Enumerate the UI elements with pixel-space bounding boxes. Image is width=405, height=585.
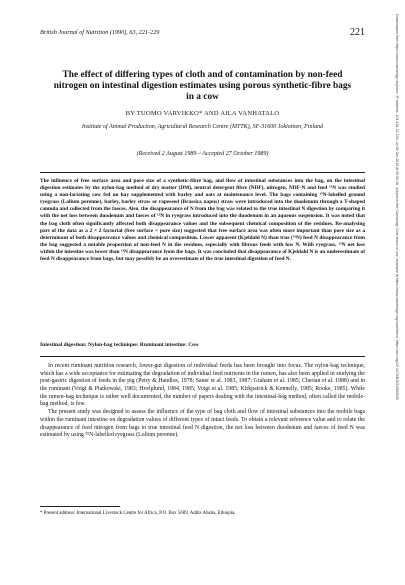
body-paragraph-2: The present study was designed to assess the influence of the type of bag cloth and flow of intestinal substances into the mobile bags within the ruminant intestine on degradation values of different types of intact feeds. To obtain a relevant reference value and to relate the disappearance of feed nitrogen from bags to true intestinal feed N digestion, the net loss between duodenum and faeces of feed N was estimated by using ¹⁵N-labelled ryegrass (Lolium perenne). [40, 409, 365, 439]
running-head [40, 27, 365, 39]
abstract-top-rule [40, 172, 365, 173]
journal-citation: British Journal of Nutrition (1990), 63, 221-229 [40, 29, 160, 36]
received-dates: (Received 2 August 1989 – Accepted 27 October 1989) [136, 151, 269, 157]
abstract-bottom-rule [40, 356, 365, 357]
download-watermark [392, 12, 401, 577]
article-title: The effect of differing types of cloth and of contamination by non-feed nitrogen on intestinal digestion estimates using porous synthetic-fibre bags in a cow [53, 70, 352, 103]
abstract: The influence of free surface area and pore size of a synthetic-fibre bag, and flow of intestinal substances into the bag, on the intestinal digestion estimates by the nylon-bag method of dry matter (DM), neutral detergent fibre (NDF), nitrogen, NDF-N and feed ¹⁵N was studied using a non-lactating cow fed on hay supplemented with barley and oats at maintenance level. The bags containing ¹⁵N-labelled ground ryegrass (Lolium perenne), barley, barley straw or rapeseed (Brassica napus) straw were introduced into the duodenum through a T-shaped cannula and collected from the faeces. Also, the disappearance of N from the bag was related to the true intestinal N digestion by comparing it with the net loss between duodenum and faeces of ¹⁵N in ryegrass introduced into the duodenum in an aqueous suspension. It was noted that the bag cloth often significantly affected both disappearance values and the subsequent chemical composition of the residues. Re-analysing part of the data as a 2 × 2 factorial (free surface × pore size) suggested that free surface area was often more important than pore size as a determinant of both disappearance values and chemical composition. Lower apparent (Kjeldahl N) than true (¹⁵N) feed N disappearance from the bag suggested a notable proportion of non-feed N in the residues, especially with fibrous feeds with low N. With ryegrass, ¹⁵N net loss within the intestine was lower than ¹⁵N disappearance from the bags. It was concluded that disappearance of Kjeldahl N is an underestimate of feed N disappearance from bags, but may possibly be an overestimate of the true intestinal digestion of feed N. [40, 178, 365, 263]
page-number: 221 [350, 27, 365, 38]
keywords: Intestinal digestion: Nylon-bag technique: Ruminant intestine: Cow [40, 342, 199, 348]
article-authors: BY TUOMO VARVIKKO* AND AILA VANHATALO [125, 110, 280, 117]
body-paragraph-1: In recent ruminant nutrition research, lower-gut digestion of individual feeds has been brought into focus. The nylon-bag technique, which has a wide acceptance for estimating the degradation of individual feed nutrients in the rumen, has also been applied in studying the post-gastric digestion of feeds in the pig (Petry & Handlos, 1978; Sauer et al. 1983, 1987; Graham et al. 1985; Cherian et al. 1988) and in the ruminant (Voigt & Piatkowski, 1983; Hvelplund, 1984, 1985; Voigt et al. 1985; Kirkpatrick & Kennelly, 1985; Rooke, 1985). While the rumen-bag technique is rather well documented, the number of papers dealing with the intestinal-bag method, often called the mobile-bag method, is few. [40, 363, 365, 408]
author-affiliation: Institute of Animal Production, Agricultural Research Centre (MTTK), SF-31600 Jokioinen, Finland [81, 124, 324, 130]
body-text [40, 363, 365, 440]
footnote-rule [40, 506, 120, 507]
download-watermark-text: Downloaded from https://www.cambridge.org/core. IP address: 101.181.22.105, on 01 Oct 2019 at 05:55:15, subject to the Cambridge Core terms of use, available at https://www.cambridge.org/core/terms. https://doi.org/10.1079/BJN19900108 [395, 14, 399, 400]
footnote: * Present address: International Livestock Centre for Africa, P.O. Box 5689, Addis Ababa, Ethiopia. [40, 511, 236, 516]
